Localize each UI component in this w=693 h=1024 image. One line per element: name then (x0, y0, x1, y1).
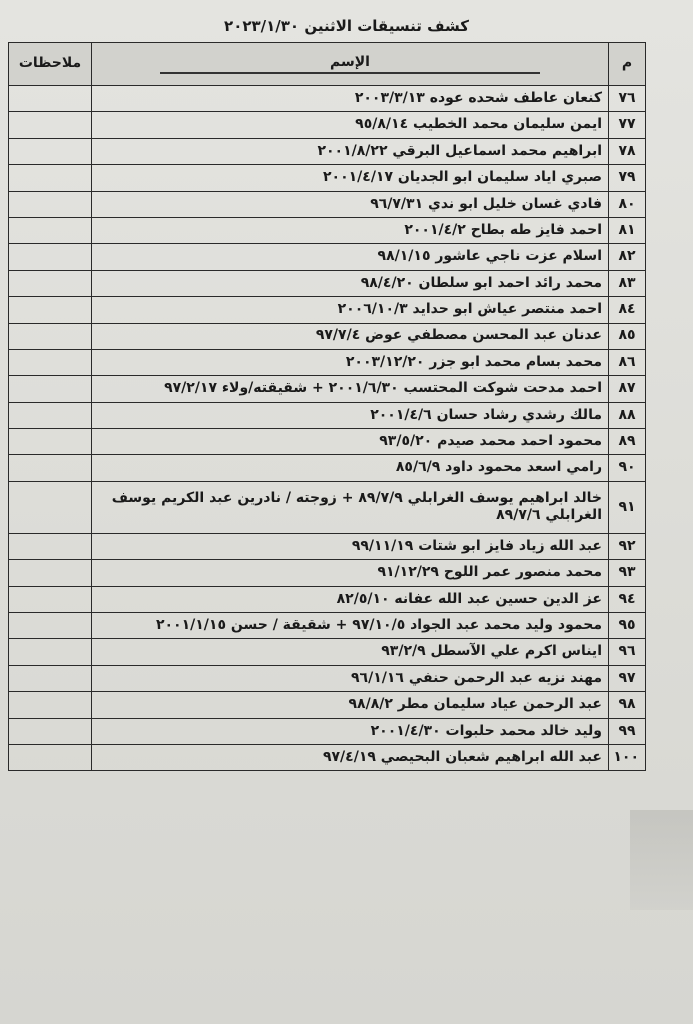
row-name: عبد الرحمن عياد سليمان مطر ٩٨/٨/٢ (92, 692, 609, 718)
row-notes (9, 191, 92, 217)
row-notes (9, 86, 92, 112)
row-name: خالد ابراهيم يوسف الغرابلي ٨٩/٧/٩ + زوجته / نادرين عبد الكريم يوسف الغرابلي ٨٩/٧/٦ (92, 481, 609, 533)
table-row (9, 692, 646, 718)
row-notes (9, 586, 92, 612)
row-name: اسلام عزت ناجي عاشور ٩٨/١/١٥ (92, 244, 609, 270)
row-number: ٨٩ (609, 429, 646, 455)
row-notes (9, 718, 92, 744)
row-notes (9, 323, 92, 349)
row-number: ٨٤ (609, 297, 646, 323)
row-notes (9, 533, 92, 559)
table-row (9, 297, 646, 323)
row-name: عبد الله ابراهيم شعبان البحيصي ٩٧/٤/١٩ (92, 744, 609, 770)
header-notes: ملاحظات (9, 43, 92, 86)
row-name: فادي غسان خليل ابو ندي ٩٦/٧/٣١ (92, 191, 609, 217)
row-number: ٩٧ (609, 665, 646, 691)
row-name: رامي اسعد محمود داود ٨٥/٦/٩ (92, 455, 609, 481)
row-notes (9, 270, 92, 296)
table-row (9, 323, 646, 349)
row-name: احمد فايز طه بطاح ٢٠٠١/٤/٢ (92, 217, 609, 243)
row-notes (9, 112, 92, 138)
table-row (9, 533, 646, 559)
row-name: محمد رائد احمد ابو سلطان ٩٨/٤/٢٠ (92, 270, 609, 296)
row-name: احمد منتصر عياش ابو حدايد ٢٠٠٦/١٠/٣ (92, 297, 609, 323)
table-row (9, 402, 646, 428)
row-name: مالك رشدي رشاد حسان ٢٠٠١/٤/٦ (92, 402, 609, 428)
row-name: محمود وليد محمد عبد الجواد ٩٧/١٠/٥ + شقيقة / حسن ٢٠٠١/١/١٥ (92, 613, 609, 639)
row-name: ابراهيم محمد اسماعيل البرقي ٢٠٠١/٨/٢٢ (92, 138, 609, 164)
row-notes (9, 665, 92, 691)
row-name: عبد الله زياد فايز ابو شتات ٩٩/١١/١٩ (92, 533, 609, 559)
table-row (9, 560, 646, 586)
row-number: ٨٧ (609, 376, 646, 402)
row-number: ٩٤ (609, 586, 646, 612)
row-name: محمد منصور عمر اللوح ٩١/١٢/٢٩ (92, 560, 609, 586)
row-name: كنعان عاطف شحده عوده ٢٠٠٣/٣/١٣ (92, 86, 609, 112)
row-number: ٩٩ (609, 718, 646, 744)
row-number: ٩٢ (609, 533, 646, 559)
row-number: ٧٧ (609, 112, 646, 138)
row-name: وليد خالد محمد حلبوات ٢٠٠١/٤/٣٠ (92, 718, 609, 744)
page-title: كشف تنسيقات الاثنين ٢٠٢٣/١/٣٠ (224, 17, 469, 35)
row-name: محمود احمد محمد صيدم ٩٣/٥/٢٠ (92, 429, 609, 455)
row-notes (9, 429, 92, 455)
row-number: ٨٨ (609, 402, 646, 428)
row-notes (9, 744, 92, 770)
page-shadow (630, 810, 693, 910)
row-number: ١٠٠ (609, 744, 646, 770)
row-number: ٩٥ (609, 613, 646, 639)
table-row (9, 165, 646, 191)
row-number: ٨٢ (609, 244, 646, 270)
row-notes (9, 402, 92, 428)
header-name: الإسم (92, 43, 609, 86)
table-row (9, 244, 646, 270)
row-name: صبري اياد سليمان ابو الجديان ٢٠٠١/٤/١٧ (92, 165, 609, 191)
row-notes (9, 613, 92, 639)
row-number: ٨٠ (609, 191, 646, 217)
row-notes (9, 692, 92, 718)
row-notes (9, 560, 92, 586)
row-name: محمد بسام محمد ابو جزر ٢٠٠٣/١٢/٢٠ (92, 349, 609, 375)
table-row (9, 376, 646, 402)
row-number: ٨٣ (609, 270, 646, 296)
row-notes (9, 349, 92, 375)
table-row (9, 112, 646, 138)
table-row (9, 481, 646, 533)
table-row (9, 349, 646, 375)
table-row (9, 191, 646, 217)
table-row (9, 639, 646, 665)
row-number: ٨٦ (609, 349, 646, 375)
table-row (9, 429, 646, 455)
row-notes (9, 138, 92, 164)
row-name: احمد مدحت شوكت المحتسب ٢٠٠١/٦/٣٠ + شقيقته/ولاء ٩٧/٢/١٧ (92, 376, 609, 402)
row-number: ٧٩ (609, 165, 646, 191)
row-number: ٩٦ (609, 639, 646, 665)
row-number: ٩١ (609, 481, 646, 533)
row-name: ايمن سليمان محمد الخطيب ٩٥/٨/١٤ (92, 112, 609, 138)
row-number: ٨١ (609, 217, 646, 243)
table-row (9, 455, 646, 481)
row-number: ٧٨ (609, 138, 646, 164)
row-notes (9, 217, 92, 243)
table-row (9, 138, 646, 164)
table-header-row (9, 43, 646, 86)
row-notes (9, 639, 92, 665)
row-number: ٩٠ (609, 455, 646, 481)
table-row (9, 665, 646, 691)
row-name: عدنان عبد المحسن مصطفي عوض ٩٧/٧/٤ (92, 323, 609, 349)
row-notes (9, 165, 92, 191)
row-notes (9, 481, 92, 533)
row-number: ٨٥ (609, 323, 646, 349)
row-number: ٩٣ (609, 560, 646, 586)
row-number: ٧٦ (609, 86, 646, 112)
row-notes (9, 455, 92, 481)
row-notes (9, 376, 92, 402)
table-row (9, 586, 646, 612)
table-row (9, 270, 646, 296)
header-number: م (609, 43, 646, 86)
row-number: ٩٨ (609, 692, 646, 718)
table-row (9, 718, 646, 744)
table-row (9, 744, 646, 770)
row-notes (9, 297, 92, 323)
row-notes (9, 244, 92, 270)
names-table (8, 42, 646, 771)
row-name: مهند نزيه عبد الرحمن حنفي ٩٦/١/١٦ (92, 665, 609, 691)
table-row (9, 613, 646, 639)
row-name: عز الدين حسين عبد الله عفانه ٨٢/٥/١٠ (92, 586, 609, 612)
row-name: ايناس اكرم علي الآسطل ٩٣/٢/٩ (92, 639, 609, 665)
table-row (9, 86, 646, 112)
table-row (9, 217, 646, 243)
